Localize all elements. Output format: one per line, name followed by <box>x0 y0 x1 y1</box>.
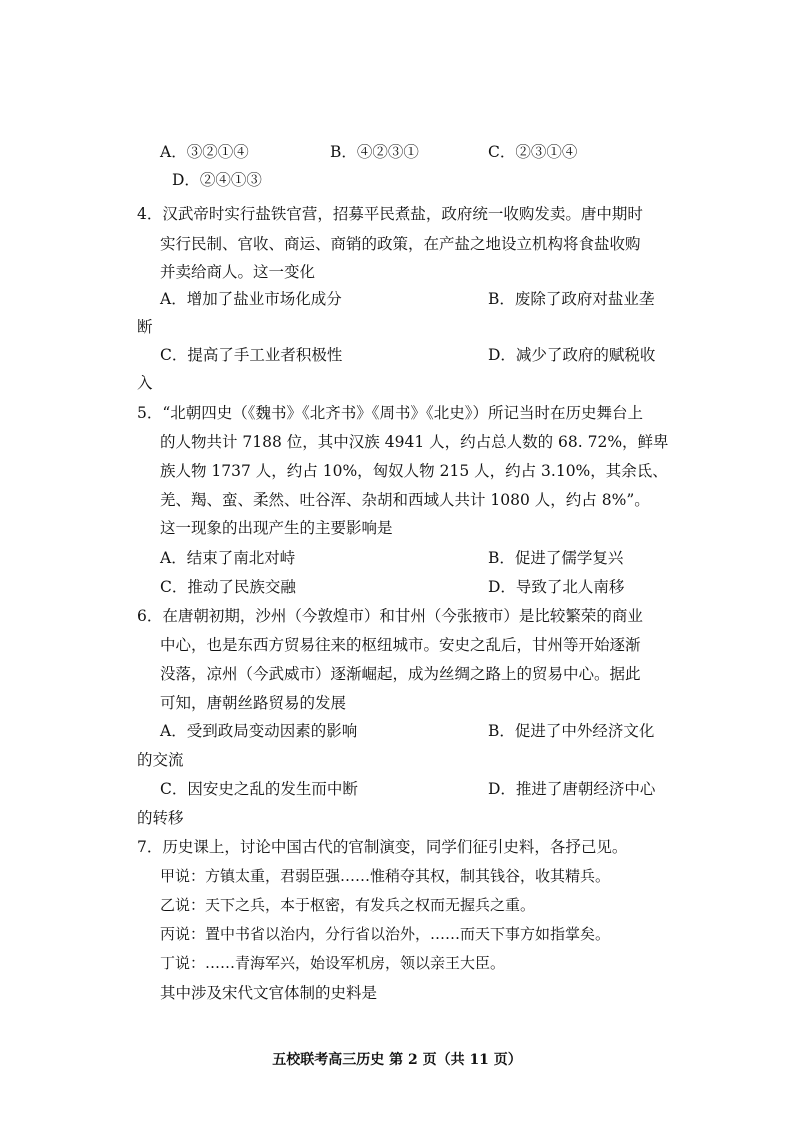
q4-option-b-wrap: 断 <box>137 318 153 336</box>
q3-option-b: B．④②③① <box>330 143 419 161</box>
q7-stem: 7．历史课上，讨论中国古代的官制演变，同学们征引史料，各抒己见。 <box>137 838 628 856</box>
q6-option-b: B．促进了中外经济文化 <box>488 722 655 740</box>
q4-option-c: C．提高了手工业者积极性 <box>160 346 343 364</box>
q4-option-d-wrap: 入 <box>137 374 153 392</box>
q6-option-d-wrap: 的转移 <box>137 809 184 827</box>
q4-option-a: A．增加了盐业市场化成分 <box>160 290 342 308</box>
q5-stem-line: 这一现象的出现产生的主要影响是 <box>160 519 393 537</box>
q7-quote: 乙说：天下之兵，本于枢密，有发兵之权而无握兵之重。 <box>160 896 536 914</box>
q7-question: 其中涉及宋代文官体制的史料是 <box>160 984 378 1002</box>
q7-quote: 丁说：……青海军兴，始设军机房，领以亲王大臣。 <box>160 954 506 972</box>
q5-option-a: A．结束了南北对峙 <box>160 549 296 567</box>
q3-option-d: D．②④①③ <box>172 171 262 189</box>
q6-option-a: A．受到政局变动因素的影响 <box>160 722 358 740</box>
q6-stem-line: 可知，唐朝丝路贸易的发展 <box>160 694 347 712</box>
q4-option-d: D．减少了政府的赋税收 <box>488 346 656 364</box>
q5-stem-line: 的人物共计 7188 位，其中汉族 4941 人，约占总人数的 68. 72%，鲜卑 <box>160 433 669 451</box>
q6-stem-line: 没落，凉州（今武威市）逐渐崛起，成为丝绸之路上的贸易中心。据此 <box>160 665 641 683</box>
q7-quote: 丙说：置中书省以治内，分行省以治外，……而天下事方如指掌矣。 <box>160 925 611 943</box>
q6-stem-line: 6．在唐朝初期，沙州（今敦煌市）和甘州（今张掖市）是比较繁荣的商业 <box>137 607 643 625</box>
q5-option-c: C．推动了民族交融 <box>160 578 296 596</box>
q5-option-d: D．导致了北人南移 <box>488 578 625 596</box>
q5-stem-line: 族人物 1737 人，约占 10%，匈奴人物 215 人，约占 3.10%，其余氐、 <box>160 462 668 480</box>
q7-quote: 甲说：方镇太重，君弱臣强……惟稍夺其权，制其钱谷，收其精兵。 <box>160 867 611 885</box>
q6-option-d: D．推进了唐朝经济中心 <box>488 780 656 798</box>
q5-stem-line: 羌、羯、蛮、柔然、吐谷浑、杂胡和西域人共计 1080 人，约占 8%”。 <box>160 491 650 509</box>
q3-option-a: A．③②①④ <box>160 143 249 161</box>
q5-option-b: B．促进了儒学复兴 <box>488 549 624 567</box>
q4-stem-line: 实行民制、官收、商运、商销的政策，在产盐之地设立机构将食盐收购 <box>160 235 641 253</box>
q4-option-b: B．废除了政府对盐业垄 <box>488 290 655 308</box>
q3-option-c: C．②③①④ <box>488 143 578 161</box>
q4-stem-line: 并卖给商人。这一变化 <box>160 263 316 281</box>
q5-stem-line: 5．“北朝四史（《魏书》《北齐书》《周书》《北史》）所记当时在历史舞台上 <box>137 404 644 422</box>
q6-option-c: C．因安史之乱的发生而中断 <box>160 780 358 798</box>
q6-option-b-wrap: 的交流 <box>137 751 184 769</box>
page-footer: 五校联考高三历史 第 2 页（共 11 页） <box>272 1052 522 1068</box>
q4-stem-line: 4．汉武帝时实行盐铁官营，招募平民煮盐，政府统一收购发卖。唐中期时 <box>137 205 643 223</box>
q6-stem-line: 中心，也是东西方贸易往来的枢纽城市。安史之乱后，甘州等开始逐渐 <box>160 636 641 654</box>
